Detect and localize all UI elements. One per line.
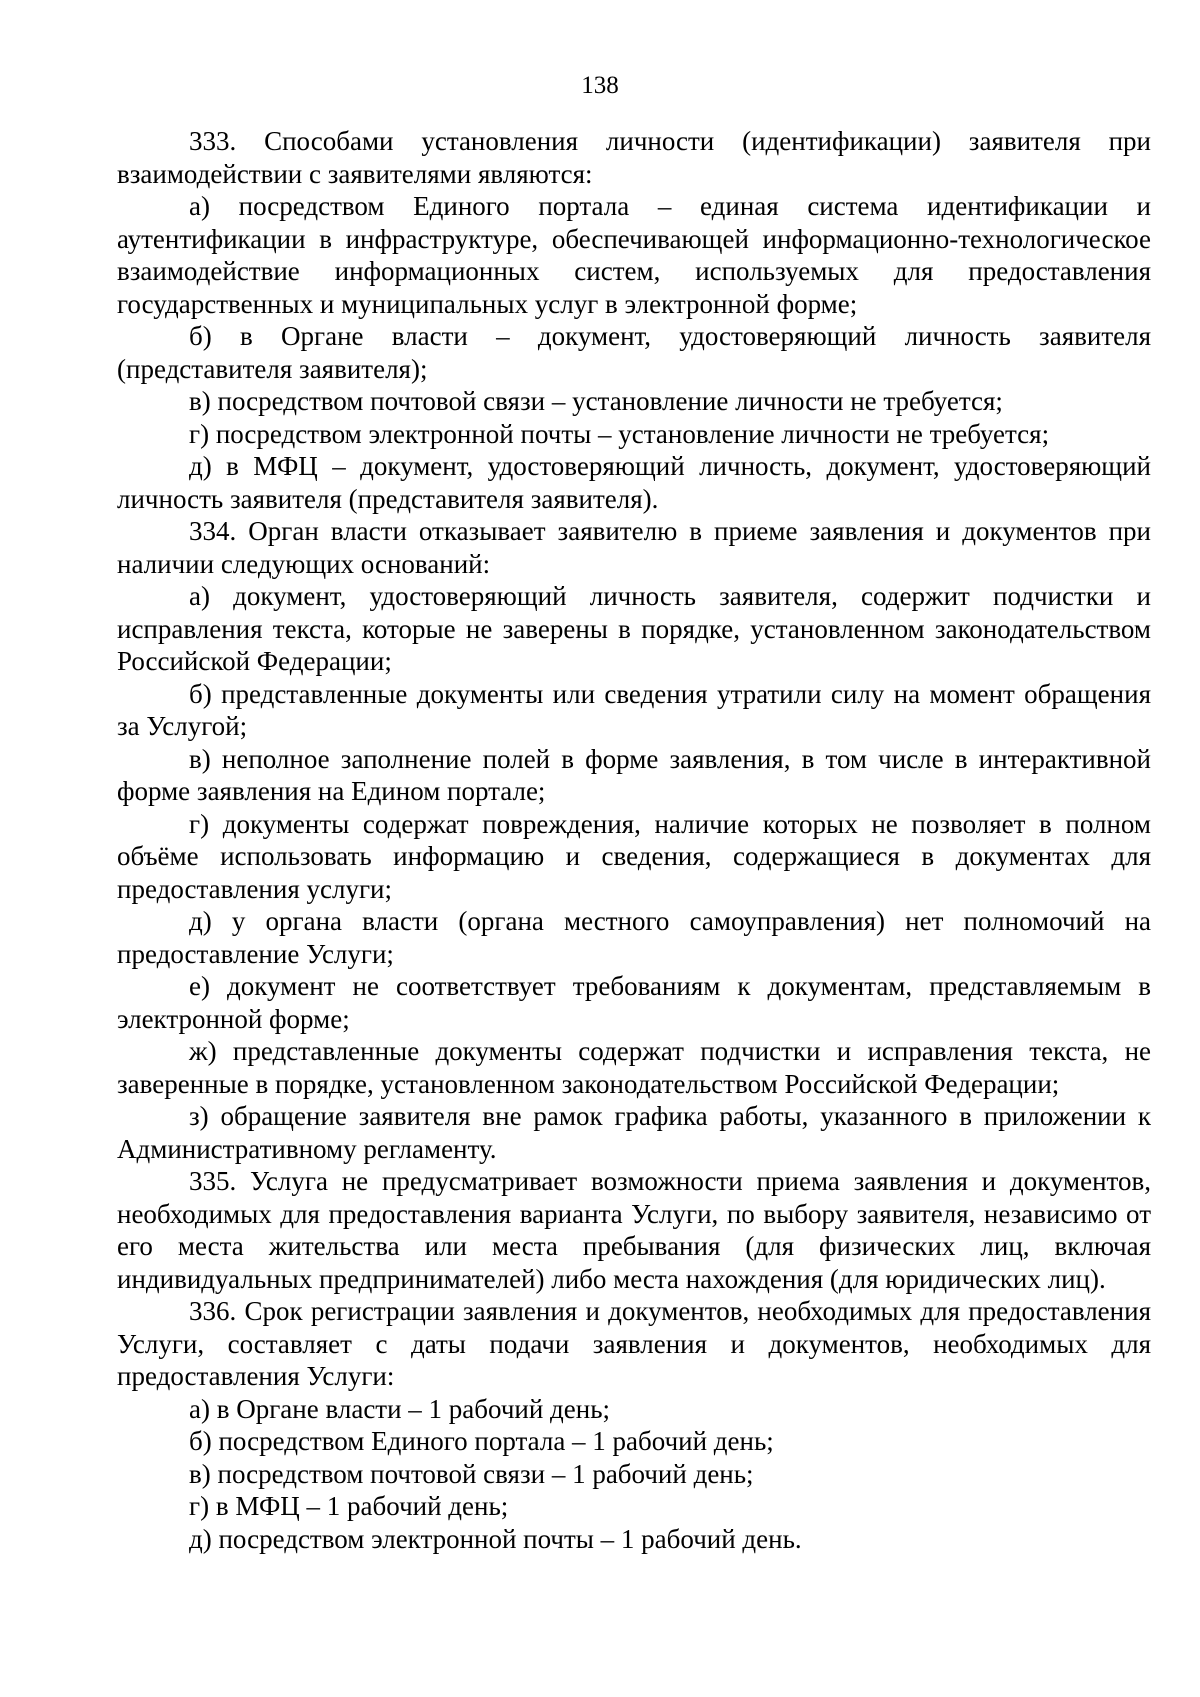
paragraph-333-a: а) посредством Единого портала – единая система идентификации и аутентификации в инфраструктуре, обеспечивающей информационно-технологическое взаимодействие информационных систем, используемых для предоставления государственных и муниципальных услуг в электронной форме; xyxy=(117,191,1151,319)
paragraph-334-e: е) документ не соответствует требованиям к документам, представляемым в электронной форме; xyxy=(117,971,1151,1034)
paragraph-333: 333. Способами установления личности (идентификации) заявителя при взаимодействии с заявителями являются: xyxy=(117,126,1151,189)
paragraph-334: 334. Орган власти отказывает заявителю в приеме заявления и документов при наличии следующих оснований: xyxy=(117,516,1151,579)
paragraph-335: 335. Услуга не предусматривает возможности приема заявления и документов, необходимых для предоставления варианта Услуги, по выбору заявителя, независимо от его места жительства или места пребывания (для физических лиц, включая индивидуальных предпринимателей) либо места нахождения (для юридических лиц). xyxy=(117,1166,1151,1294)
paragraph-334-a: а) документ, удостоверяющий личность заявителя, содержит подчистки и исправления текста, которые не заверены в порядке, установленном законодательством Российской Федерации; xyxy=(117,581,1151,676)
paragraph-333-g: г) посредством электронной почты – установление личности не требуется; xyxy=(189,418,1050,449)
paragraph-334-g: г) документы содержат повреждения, наличие которых не позволяет в полном объёме использовать информацию и сведения, содержащиеся в документах для предоставления услуги; xyxy=(117,808,1151,904)
paragraph-336-d: д) посредством электронной почты – 1 рабочий день. xyxy=(189,1523,802,1554)
paragraph-333-b: б) в Органе власти – документ, удостоверяющий личность заявителя (представителя заявителя); xyxy=(117,321,1151,384)
paragraph-334-d: д) у органа власти (органа местного самоуправления) нет полномочий на предоставление Услуги; xyxy=(117,906,1151,969)
paragraph-336-g: г) в МФЦ – 1 рабочий день; xyxy=(189,1491,509,1521)
paragraph-336-v: в) посредством почтовой связи – 1 рабочий день; xyxy=(189,1458,754,1489)
page-number: 138 xyxy=(581,72,619,99)
paragraph-334-v: в) неполное заполнение полей в форме заявления, в том числе в интерактивной форме заявления на Едином портале; xyxy=(117,743,1151,806)
paragraph-334-z: з) обращение заявителя вне рамок графика работы, указанного в приложении к Административному регламенту. xyxy=(117,1101,1151,1164)
paragraph-336-b: б) посредством Единого портала – 1 рабочий день; xyxy=(189,1426,774,1456)
paragraph-334-zh: ж) представленные документы содержат подчистки и исправления текста, не заверенные в порядке, установленном законодательством Российской Федерации; xyxy=(117,1036,1151,1099)
paragraph-336: 336. Срок регистрации заявления и документов, необходимых для предоставления Услуги, составляет с даты подачи заявления и документов, необходимых для предоставления Услуги: xyxy=(117,1296,1151,1391)
paragraph-333-v: в) посредством почтовой связи – установление личности не требуется; xyxy=(189,386,1003,416)
paragraph-333-d: д) в МФЦ – документ, удостоверяющий личность, документ, удостоверяющий личность заявителя (представителя заявителя). xyxy=(117,451,1151,514)
paragraph-336-a: а) в Органе власти – 1 рабочий день; xyxy=(189,1393,611,1424)
paragraph-334-b: б) представленные документы или сведения утратили силу на момент обращения за Услугой; xyxy=(117,678,1151,741)
document-body xyxy=(117,125,1151,1555)
